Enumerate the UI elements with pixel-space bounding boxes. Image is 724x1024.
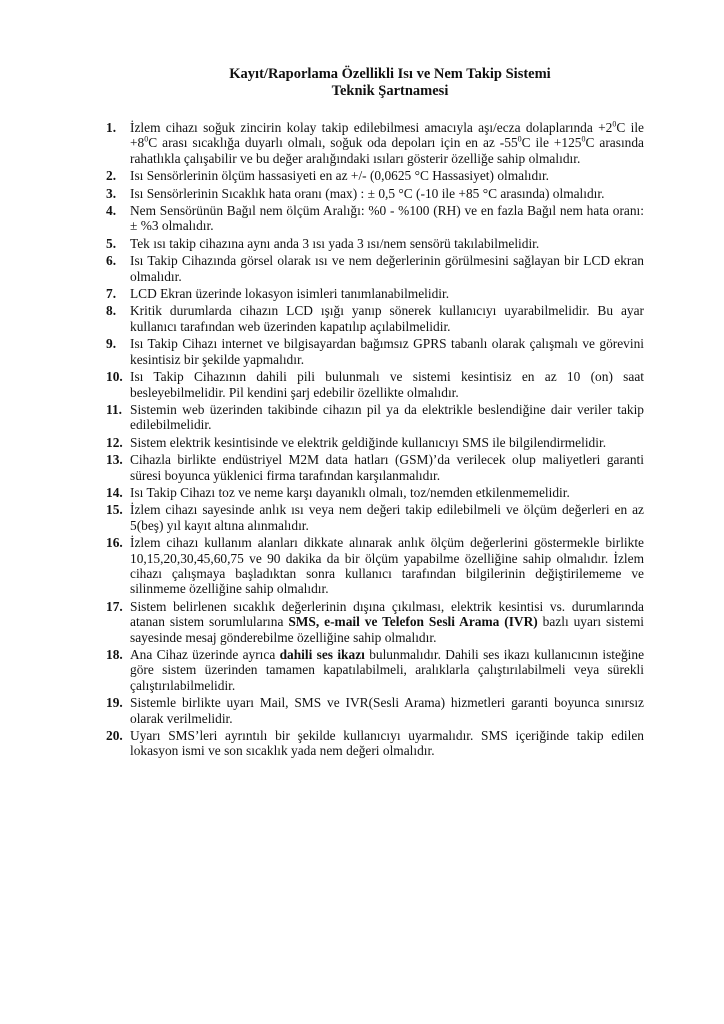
spec-item	[106, 535, 644, 597]
spec-item	[106, 236, 644, 251]
text-run: Sistem belirlenen sıcaklık değerlerinin dışına çıkılması, elektrik kesintisi vs. durumlarında atanan sistem sorumlularına	[130, 598, 644, 630]
spec-item	[106, 599, 644, 645]
spec-item-number: 18.	[106, 647, 123, 662]
spec-item	[106, 728, 644, 759]
spec-item-text	[130, 120, 644, 166]
spec-item-text	[130, 695, 644, 726]
spec-item	[106, 485, 644, 500]
spec-item-number: 4.	[106, 203, 117, 219]
text-run: C arasında rahatlıkla çalışabilir ve bu değer aralığındaki ısıları gösterir özelliğe sahip olmalıdır.	[130, 135, 644, 166]
text-run: C ile +8	[130, 120, 644, 151]
spec-item	[106, 303, 644, 334]
spec-item-number: 15.	[106, 502, 123, 518]
text-run: İzlem cihazı kullanım alanları dikkate alınarak anlık ölçüm değerlerini göstermekle birlikte 10,15,20,30,45,60,75 ve 90 dakika da bir ölçüm yapabilme özelliğine sahip olmalıdır. İzlem cihazı çalışmaya başladıktan sonra kullanıcı tarafından bilgilerinin değiştirilememe ve silinmeme özelliğine sahip olmalıdır.	[130, 535, 644, 597]
spec-item-number: 16.	[106, 535, 123, 551]
text-run: LCD Ekran üzerinde lokasyon isimleri tanımlanabilmelidir.	[130, 286, 450, 302]
spec-item-text	[130, 452, 644, 483]
text-run: Sistemin web üzerinden takibinde cihazın pil ya da elektrikle beslendiğine dair veriler takip edilebilmelidir.	[130, 401, 644, 433]
spec-item	[106, 168, 644, 183]
spec-item-number: 8.	[106, 303, 117, 319]
spec-item-text	[130, 336, 644, 367]
spec-item-text	[130, 435, 644, 450]
spec-item-text	[130, 599, 644, 645]
spec-item	[106, 435, 644, 450]
spec-item-text	[130, 502, 644, 533]
text-run: Isı Takip Cihazının dahili pili bulunmalı ve sistemi kesintisiz en az 10 (on) saat besleyebilmelidir. Pil kendini şarj edebilir özellikte olmalıdır.	[130, 369, 644, 400]
spec-item-text	[130, 485, 644, 500]
text-run: Cihazla birlikte endüstriyel M2M data hatları (GSM)’da verilecek olup maliyetleri garanti süresi boyunca yüklenici firma tarafından karşılanmalıdır.	[130, 452, 644, 483]
spec-item-number: 13.	[106, 452, 123, 468]
text-run: İzlem cihazı soğuk zincirin kolay takip edilebilmesi amacıyla aşı/ecza dolaplarında +2	[130, 120, 613, 135]
spec-item	[106, 203, 644, 234]
text-run: Uyarı SMS’leri ayrıntılı bir şekilde kullanıcıyı uyarmalıdır. SMS içeriğinde takip edilen lokasyon ismi ve son sıcaklık yada nem değeri olmalıdır.	[130, 728, 644, 759]
superscript: 0	[517, 134, 522, 144]
text-run: Isı Takip Cihazında görsel olarak ısı ve nem değerlerinin görülmesini sağlayan bir LCD ekran olmalıdır.	[130, 253, 644, 284]
spec-item-text	[130, 286, 644, 301]
spec-item	[106, 186, 644, 201]
superscript: 0	[144, 134, 149, 144]
text-run: bazlı uyarı sistemi sayesinde mesaj gönderebilme özelliğine sahip olmalıdır.	[130, 614, 644, 645]
spec-item	[106, 695, 644, 726]
text-run: Isı Sensörlerinin Sıcaklık hata oranı (max) : ± 0,5 °C (-10 ile +85 °C arasında) olmalıdır.	[130, 185, 605, 201]
spec-item-number: 2.	[106, 168, 117, 184]
text-run: Sistemle birlikte uyarı Mail, SMS ve IVR(Sesli Arama) hizmetleri garanti boyunca sınırsız olarak verilmelidir.	[130, 695, 644, 726]
spec-item-text	[130, 303, 644, 334]
spec-item-number: 5.	[106, 235, 117, 251]
text-run: Nem Sensörünün Bağıl nem ölçüm Aralığı: %0 - %100 (RH) ve en fazla Bağıl nem hata oranı: ± %3 olmalıdır.	[130, 203, 644, 234]
spec-item-text	[130, 168, 644, 183]
spec-item-number: 7.	[106, 286, 117, 302]
text-run: bulunmalıdır. Dahili ses ikazı kullanıcının isteğine göre sistem üzerinden tamamen kapatılabilmeli, aralıklarla çalıştırılabilmeli veya sürekli çalıştırılabilmelidir.	[130, 647, 645, 693]
spec-item-number: 3.	[106, 185, 117, 201]
text-run: Tek ısı takip cihazına aynı anda 3 ısı yada 3 ısı/nem sensörü takılabilmelidir.	[130, 235, 540, 251]
spec-item	[106, 286, 644, 301]
spec-item-text	[130, 535, 644, 597]
spec-item-number: 17.	[106, 598, 123, 614]
text-run: Isı Sensörlerinin ölçüm hassasiyeti en az +/- (0,0625 °C Hassasiyet) olmalıdır.	[130, 168, 550, 184]
spec-item-text	[130, 186, 644, 201]
spec-item-number: 6.	[106, 253, 117, 269]
text-run: Ana Cihaz üzerinde ayrıca	[130, 647, 280, 662]
spec-item	[106, 253, 644, 284]
spec-item	[106, 402, 644, 433]
spec-item-number: 11.	[106, 401, 122, 417]
spec-item-number: 1.	[106, 120, 117, 135]
spec-item	[106, 336, 644, 367]
title-line-2: Teknik Şartnamesi	[331, 83, 449, 99]
spec-item-text	[130, 203, 644, 234]
text-run: Sistem elektrik kesintisinde ve elektrik geldiğinde kullanıcıyı SMS ile bilgilendirmelidir.	[130, 434, 607, 450]
spec-item-text	[130, 369, 644, 400]
spec-item	[106, 369, 644, 400]
spec-item-number: 12.	[106, 434, 123, 450]
document-title	[106, 66, 644, 100]
emphasis: dahili ses ikazı	[279, 647, 365, 662]
spec-item-text	[130, 402, 644, 433]
text-run: C arası sıcaklığa duyarlı olmalı, soğuk oda depoları için en az -55	[148, 135, 518, 151]
spec-item-text	[130, 647, 644, 693]
spec-item-number: 19.	[106, 695, 123, 711]
text-run: Isı Takip Cihazı toz ve neme karşı dayanıklı olmalı, toz/nemden etkilenmemelidir.	[130, 484, 570, 500]
emphasis: SMS, e-mail ve Telefon Sesli Arama (IVR)	[288, 614, 538, 630]
text-run: İzlem cihazı sayesinde anlık ısı veya nem değeri takip edilebilmeli ve ölçüm değerleri en az 5(beş) yıl kayıt altına alınmalıdır.	[130, 502, 644, 533]
spec-item	[106, 502, 644, 533]
spec-item-number: 10.	[106, 369, 123, 385]
spec-item-number: 14.	[106, 484, 123, 500]
spec-item	[106, 452, 644, 483]
spec-item	[106, 647, 644, 693]
spec-item-text	[130, 728, 644, 759]
spec-item-text	[130, 253, 644, 284]
text-run: C ile +125	[521, 135, 582, 151]
spec-item-number: 20.	[106, 728, 123, 744]
title-line-1: Kayıt/Raporlama Özellikli Isı ve Nem Takip Sistemi	[229, 66, 551, 82]
spec-item	[106, 120, 644, 166]
spec-item-number: 9.	[106, 336, 117, 352]
text-run: Kritik durumlarda cihazın LCD ışığı yanıp sönerek kullanıcıyı uyarabilmelidir. Bu ayar kullanıcı tarafından web üzerinden kapatılıp açılabilmelidir.	[130, 303, 644, 334]
superscript: 0	[581, 134, 586, 144]
text-run: Isı Takip Cihazı internet ve bilgisayardan bağımsız GPRS tabanlı olarak çalışmalı ve görevini kesintisiz bir şekilde yapmalıdır.	[130, 336, 644, 367]
specification-list	[106, 120, 644, 759]
superscript: 0	[612, 119, 617, 129]
spec-item-text	[130, 236, 644, 251]
